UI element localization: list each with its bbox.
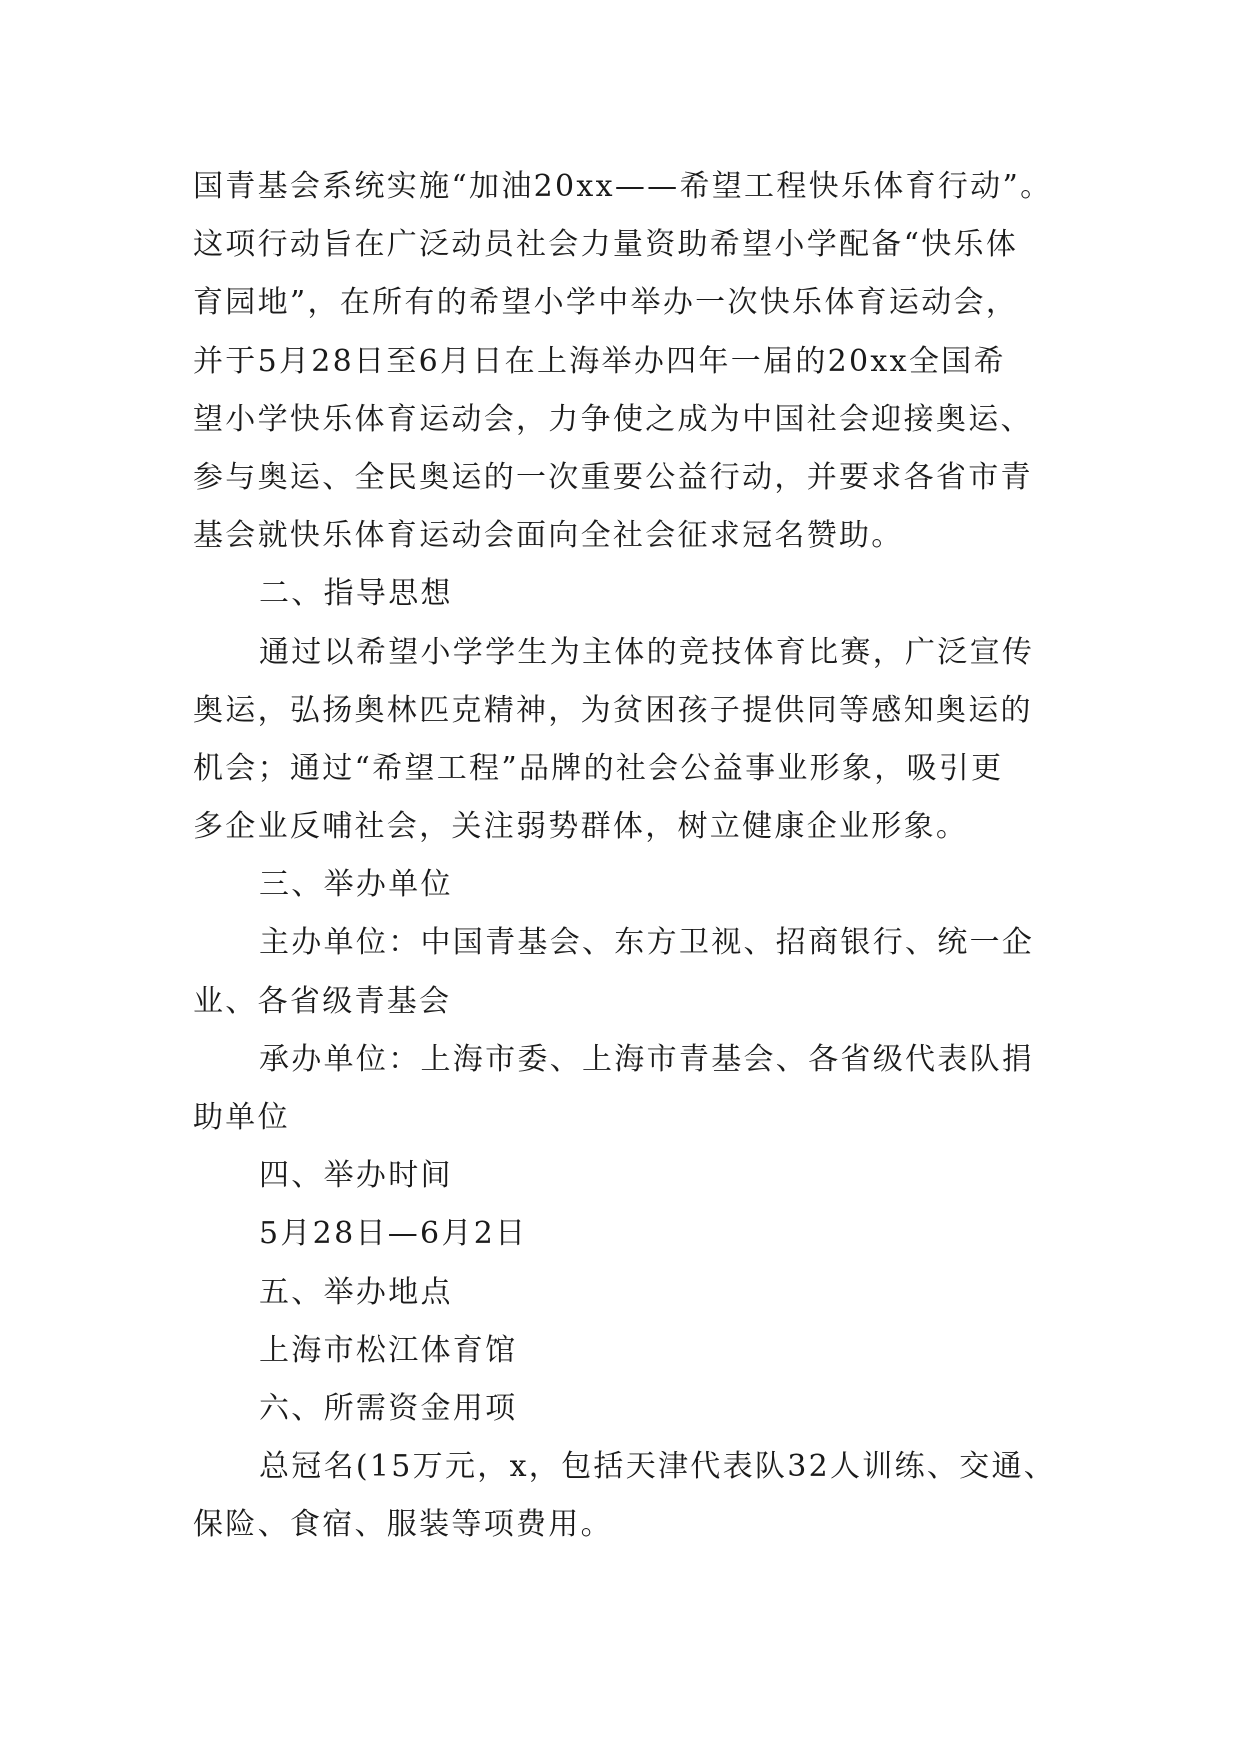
text-line: 望小学快乐体育运动会，力争使之成为中国社会迎接奥运、 bbox=[193, 401, 1033, 437]
text-line: 承办单位：上海市委、上海市青基会、各省级代表队捐 bbox=[259, 1041, 1035, 1077]
text-line: 育园地”，在所有的希望小学中举办一次快乐体育运动会， bbox=[193, 285, 1019, 321]
text-line: 机会；通过“希望工程”品牌的社会公益事业形象，吸引更 bbox=[193, 750, 1004, 786]
text-line: 业、各省级青基会 bbox=[193, 983, 452, 1019]
text-line: 多企业反哺社会，关注弱势群体，树立健康企业形象。 bbox=[193, 809, 969, 845]
document-body bbox=[193, 158, 1073, 1555]
text-line: 五、举办地点 bbox=[259, 1274, 453, 1310]
text-line: 上海市松江体育馆 bbox=[259, 1332, 518, 1368]
text-line: 国青基会系统实施“加油20xx——希望工程快乐体育行动”。 bbox=[193, 169, 1053, 204]
text-line: 并于5月28日至6月日在上海举办四年一届的20xx全国希 bbox=[193, 343, 1006, 379]
text-line: 基会就快乐体育运动会面向全社会征求冠名赞助。 bbox=[193, 518, 904, 554]
text-line: 5月28日—6月2日 bbox=[259, 1216, 528, 1252]
text-line: 六、所需资金用项 bbox=[259, 1390, 518, 1426]
text-line: 奥运，弘扬奥林匹克精神，为贫困孩子提供同等感知奥运的 bbox=[193, 692, 1033, 728]
text-line: 总冠名(15万元，x，包括天津代表队32人训练、交通、 bbox=[259, 1449, 1057, 1485]
text-line: 三、举办单位 bbox=[259, 867, 453, 903]
text-line: 助单位 bbox=[193, 1100, 290, 1135]
text-line: 二、指导思想 bbox=[259, 576, 453, 612]
text-line: 这项行动旨在广泛动员社会力量资助希望小学配备“快乐体 bbox=[193, 227, 1019, 263]
text-line: 参与奥运、全民奥运的一次重要公益行动，并要求各省市青 bbox=[193, 459, 1033, 495]
text-line: 保险、食宿、服装等项费用。 bbox=[193, 1507, 613, 1543]
text-line: 通过以希望小学学生为主体的竞技体育比赛，广泛宣传 bbox=[259, 634, 1035, 670]
text-line: 四、举办时间 bbox=[259, 1158, 453, 1194]
text-line: 主办单位：中国青基会、东方卫视、招商银行、统一企 bbox=[259, 925, 1035, 961]
